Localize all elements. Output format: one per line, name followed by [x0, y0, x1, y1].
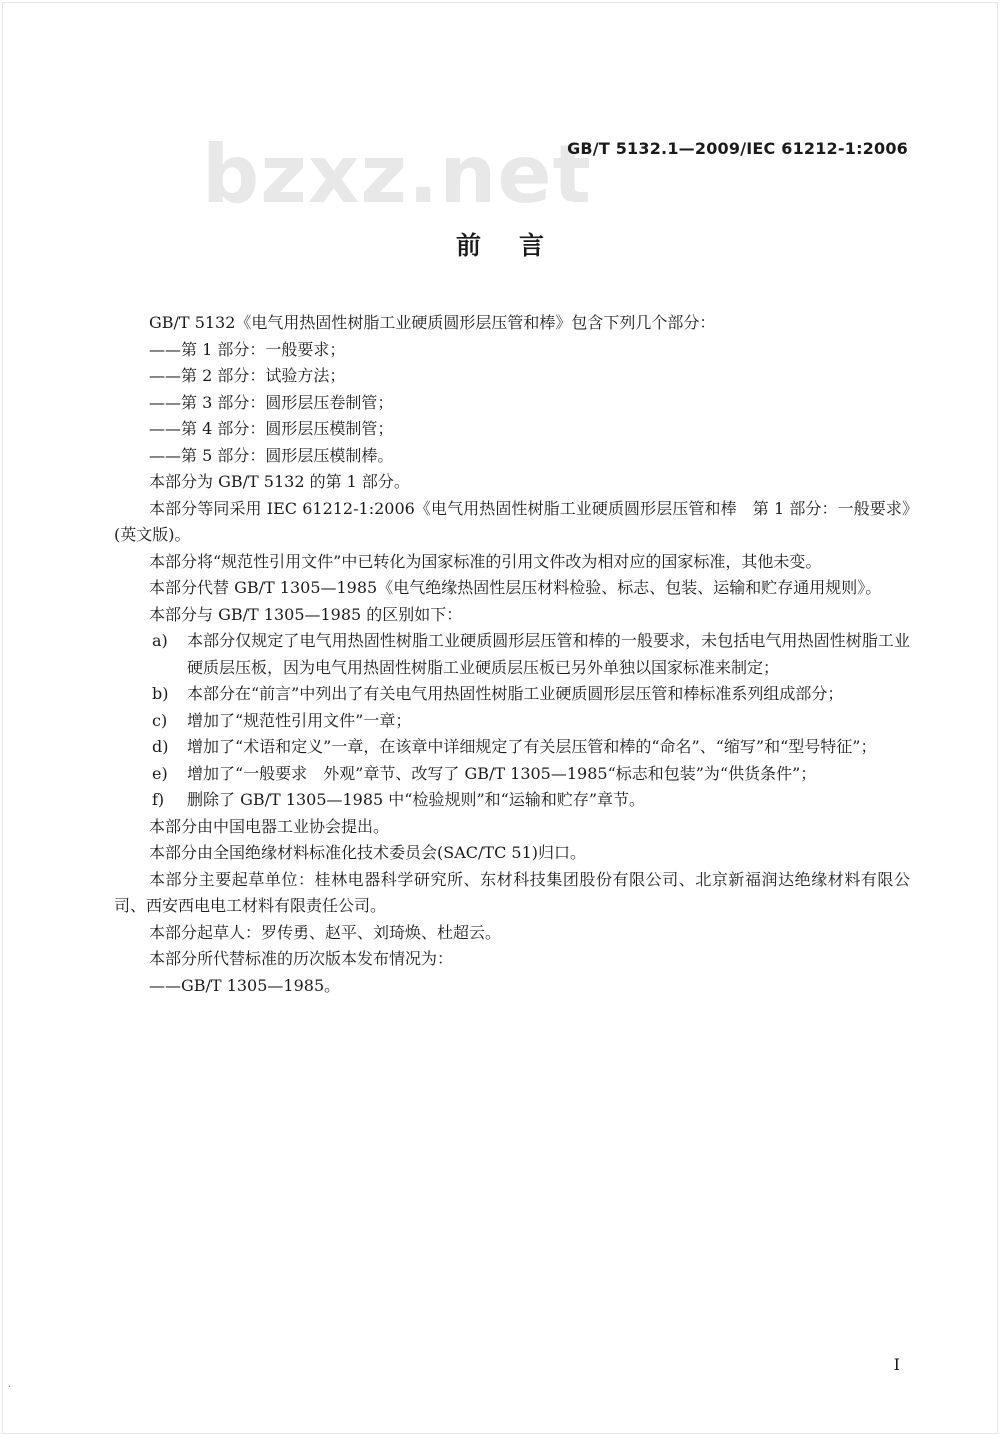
item-label: d)	[152, 737, 169, 756]
difference-item	[114, 787, 910, 814]
paragraph: 本部分主要起草单位：桂林电器科学研究所、东材科技集团股份有限公司、北京新福润达绝缘材料有限公司、西安西电电工材料有限责任公司。	[114, 869, 910, 915]
paragraph: ——GB/T 1305—1985。	[149, 975, 341, 995]
item-label: e)	[152, 763, 168, 783]
paragraph: 本部分由全国绝缘材料标准化技术委员会(SAC/TC 51)归口。	[149, 843, 586, 862]
item-text: 本部分在“前言”中列出了有关电气用热固性树脂工业硬质圆形层压管和棒标准系列组成部分；	[187, 684, 844, 703]
item-text: 增加了“规范性引用文件”一章；	[187, 710, 412, 730]
difference-item	[114, 628, 910, 681]
paragraph: 本部分代替 GB/T 1305—1985《电气绝缘热固性层压材料检验、标志、包装、运输和贮存通用规则》。	[149, 578, 882, 597]
page-number: I	[893, 1355, 900, 1374]
item-label: a)	[152, 631, 168, 650]
difference-item	[114, 681, 910, 708]
paragraph: 本部分起草人：罗传勇、赵平、刘琦焕、杜超云。	[149, 922, 502, 942]
paragraph: GB/T 5132《电气用热固性树脂工业硬质圆形层压管和棒》包含下列几个部分：	[149, 313, 716, 332]
paragraph: 本部分将“规范性引用文件”中已转化为国家标准的引用文件改为相对应的国家标准，其他未变。	[149, 551, 822, 571]
difference-item	[114, 734, 910, 761]
item-text: 增加了“一般要求 外观”章节、改写了 GB/T 1305—1985“标志和包装”为“供货条件”；	[187, 763, 817, 783]
difference-item	[114, 761, 910, 788]
paragraph: 本部分为 GB/T 5132 的第 1 部分。	[149, 472, 410, 491]
scan-artifact-dot: ·	[8, 1382, 12, 1393]
foreword-body	[114, 310, 910, 999]
item-text: 增加了“术语和定义”一章，在该章中详细规定了有关层压管和棒的“命名”、“缩写”和“型号特征”；	[187, 737, 877, 756]
paragraph: 本部分由中国电器工业协会提出。	[149, 816, 390, 836]
part-list-item: ——第 1 部分：一般要求；	[149, 339, 346, 359]
part-list-item: ——第 5 部分：圆形层压模制棒。	[149, 445, 394, 465]
item-label: b)	[152, 684, 169, 703]
part-list-item: ——第 3 部分：圆形层压卷制管；	[149, 392, 394, 412]
paragraph: 本部分等同采用 IEC 61212-1:2006《电气用热固性树脂工业硬质圆形层压管和棒 第 1 部分：一般要求》(英文版)。	[114, 498, 910, 544]
watermark: bzxz.net	[202, 128, 592, 221]
standard-code-header: GB/T 5132.1—2009/IEC 61212-1:2006	[567, 139, 908, 158]
paragraph: 本部分与 GB/T 1305—1985 的区别如下：	[149, 604, 463, 624]
item-label: c)	[152, 710, 168, 730]
part-list-item: ——第 4 部分：圆形层压模制管；	[149, 419, 394, 438]
item-label: f)	[152, 790, 165, 809]
part-list-item: ——第 2 部分：试验方法；	[149, 366, 346, 385]
page-title: 前言	[455, 231, 582, 260]
item-text: 本部分仅规定了电气用热固性树脂工业硬质圆形层压管和棒的一般要求，未包括电气用热固性树脂工业硬质层压板，因为电气用热固性树脂工业硬质层压板已另外单独以国家标准来制定；	[187, 631, 910, 677]
difference-item	[114, 708, 910, 735]
item-text: 删除了 GB/T 1305—1985 中“检验规则”和“运输和贮存”章节。	[187, 790, 646, 809]
paragraph: 本部分所代替标准的历次版本发布情况为：	[149, 949, 454, 968]
